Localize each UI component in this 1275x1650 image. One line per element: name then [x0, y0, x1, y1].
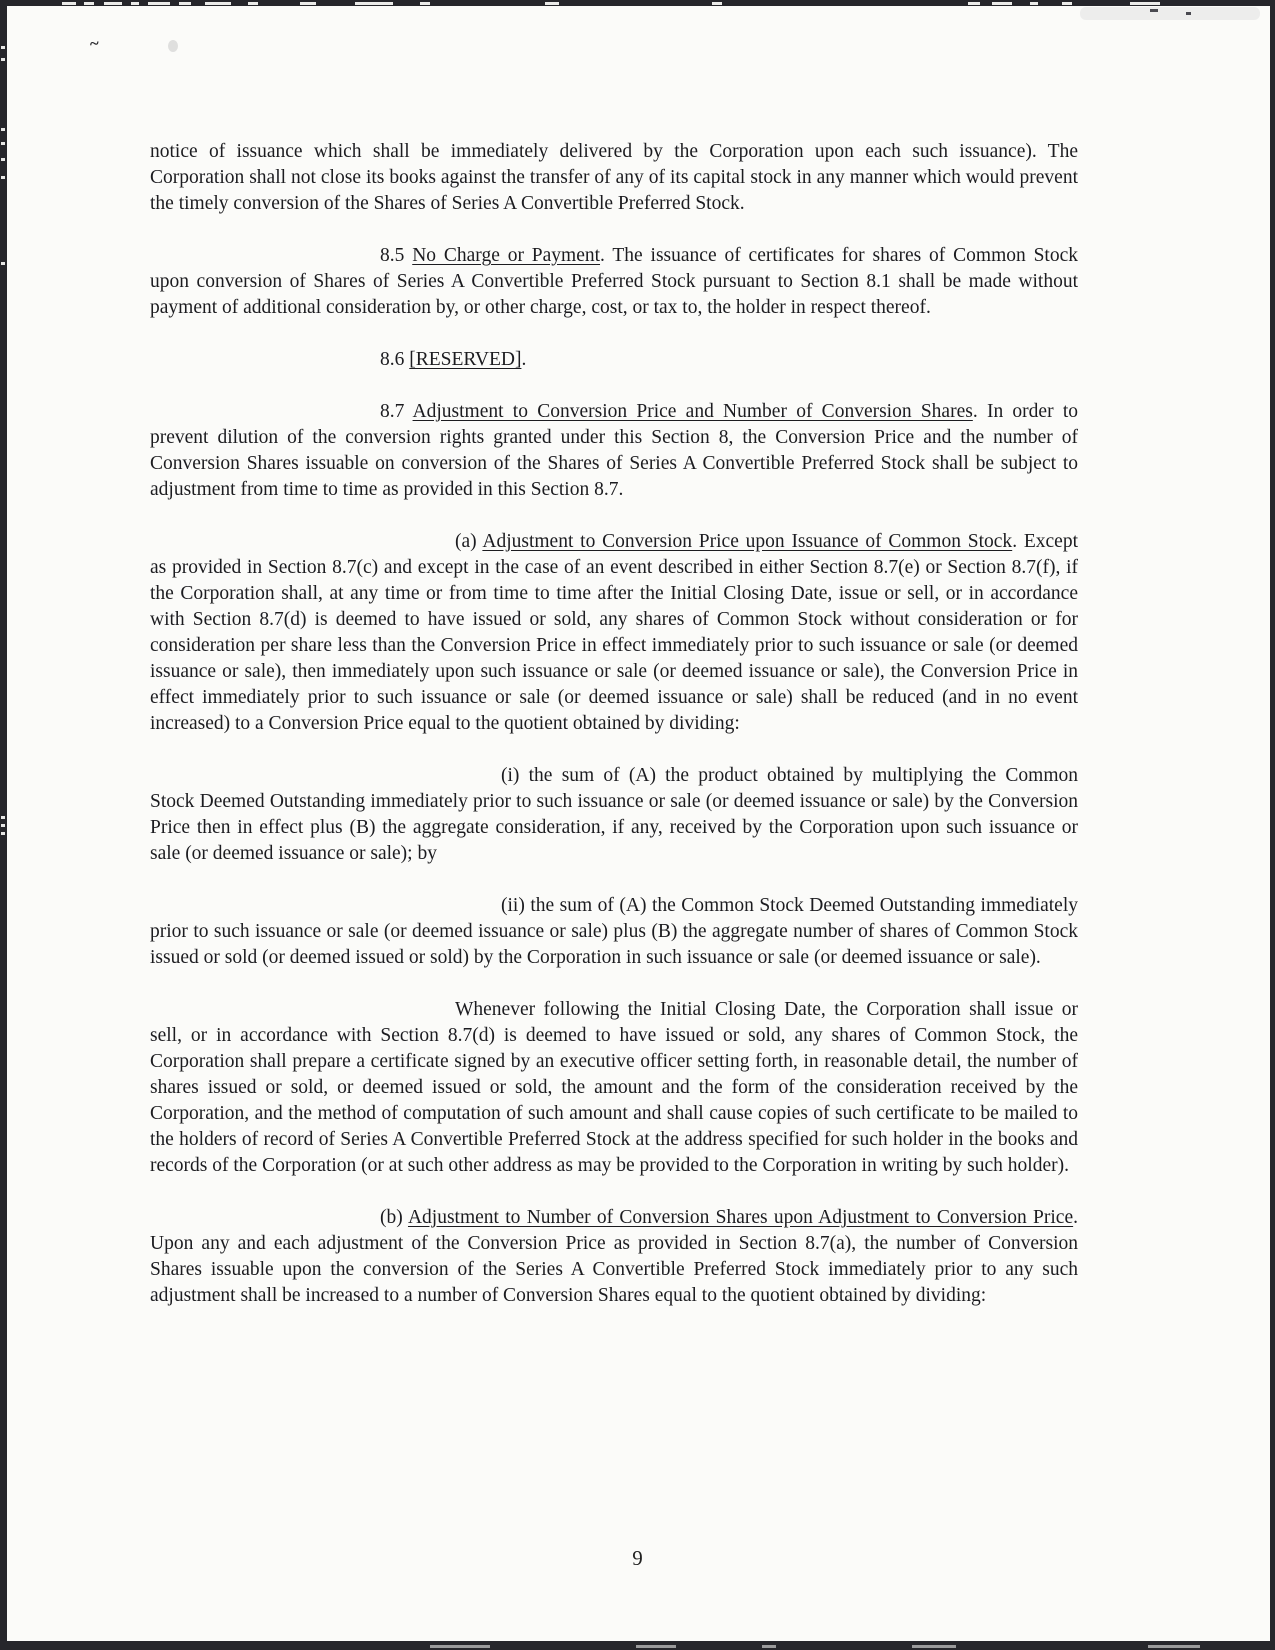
scan-noise-dash: [545, 2, 559, 5]
document-body: [150, 139, 1078, 1309]
scan-noise-tick: [1, 176, 5, 179]
section-number: 8.6: [380, 349, 405, 370]
scan-noise-tick: [1, 832, 5, 835]
clause-text: the sum of (A) the Common Stock Deemed Outstanding immediately prior to such issuance or sale (or deemed issuance or sale) plus (B) the aggregate number of shares of Common Stock issued or sold (or deemed issued or sold) by the Corporation in such issuance or sale (or deemed issuance or sale).: [150, 895, 1078, 968]
subsection-heading: Adjustment to Conversion Price upon Issuance of Common Stock: [482, 531, 1013, 552]
clause-text: the sum of (A) the product obtained by multiplying the Common Stock Deemed Outstanding immediately prior to such issuance or sale (or deemed issuance or sale) by the Conversion Price then in effect plus (B) the aggregate consideration, if any, received by the Corporation upon such issuance or sale (or deemed issuance or sale); by: [150, 765, 1078, 864]
subsection-number: (b): [380, 1207, 403, 1228]
scan-edge-right: [1270, 0, 1275, 1650]
scan-noise-dash: [968, 2, 980, 5]
paragraph-text: Whenever following the Initial Closing Date, the Corporation shall issue or sell, or in accordance with Section 8.7(d) is deemed to have issued or sold, any shares of Common Stock, the Corporation shall prepare a certificate signed by an executive officer setting forth, in reasonable detail, the number of shares issued or sold, or deemed issued or sold, the amount and the form of the consideration received by the Corporation, and the method of computation of such amount and shall cause copies of such certificate to be mailed to the holders of record of Series A Convertible Preferred Stock at the address specified for such holder in the books and records of the Corporation (or at such other address as may be provided to the Corporation in writing by such holder).: [150, 999, 1078, 1176]
section-8-5: [150, 243, 1078, 321]
scan-noise-dash: [712, 2, 722, 5]
scan-noise-tick: [1, 58, 5, 61]
section-text: . In order to prevent dilution of the conversion rights granted under this Section 8, the Conversion Price and the number of Conversion Shares issuable on conversion of the Shares of Series A Convertible Preferred Stock shall be subject to adjustment from time to time as provided in this Section 8.7.: [150, 401, 1078, 500]
section-text: .: [521, 349, 527, 370]
scan-noise-dash: [762, 1645, 776, 1648]
scan-edge-bottom: [0, 1641, 1275, 1650]
scan-dot-artifact: [168, 40, 178, 52]
scan-noise-tick: [1, 46, 5, 49]
scan-noise-dash: [84, 2, 94, 5]
scan-noise-dash: [131, 2, 139, 5]
scan-edge-left: [0, 0, 7, 1650]
subsection-heading: Adjustment to Number of Conversion Shares upon Adjustment to Conversion Price: [407, 1207, 1074, 1228]
paragraph-whenever: [150, 997, 1078, 1179]
scan-noise-dash: [148, 2, 170, 5]
scan-noise-dash: [420, 2, 430, 5]
page-number: 9: [632, 1546, 643, 1570]
clause-number: (i): [501, 765, 520, 786]
scan-noise-dash: [992, 2, 1012, 5]
section-text: . The issuance of certificates for shares of Common Stock upon conversion of Shares of Series A Convertible Preferred Stock pursuant to Section 8.1 shall be made without payment of additional consideration by, or other charge, cost, or tax to, the holder in respect thereof.: [150, 245, 1079, 318]
scan-noise-dash: [1130, 2, 1160, 5]
subsection-number: (a): [455, 531, 477, 552]
subsection-text: . Except as provided in Section 8.7(c) and except in the case of an event described in either Section 8.7(e) or Section 8.7(f), if the Corporation shall, at any time or from time to time after the Initial Closing Date, issue or sell, or in accordance with Section 8.7(d) is deemed to have issued or sold, any shares of Common Stock without consideration or for consideration per share less than the Conversion Price in effect immediately prior to such issuance or sale (or deemed issuance or sale), then immediately upon such issuance or sale (or deemed issuance or sale), the Conversion Price in effect immediately prior to such issuance or sale (or deemed issuance or sale) shall be reduced (and in no event increased) to a Conversion Price equal to the quotient obtained by dividing:: [150, 531, 1078, 734]
subsection-a: [150, 529, 1078, 737]
scan-noise-dash: [179, 2, 191, 5]
scan-noise-dash: [1062, 2, 1072, 5]
scan-smudge: [1080, 7, 1260, 20]
scan-noise-tick: [1, 128, 5, 131]
scan-noise-tick: [1, 142, 5, 145]
section-heading: Adjustment to Conversion Price and Number of Conversion Shares: [412, 401, 973, 422]
scan-noise-dash: [355, 2, 393, 5]
scan-noise-dash: [1030, 2, 1038, 5]
paragraph-continuation: [150, 139, 1078, 217]
section-number: 8.5: [380, 245, 405, 266]
scan-speck: [1186, 12, 1191, 15]
section-number: 8.7: [380, 401, 405, 422]
scan-noise-dash: [912, 1645, 956, 1648]
scan-noise-dash: [636, 1645, 676, 1648]
scan-edge-top: [0, 0, 1275, 6]
scan-noise-dash: [205, 2, 231, 5]
clause-i: [150, 763, 1078, 867]
scan-speck: [1150, 9, 1158, 12]
scan-noise-dash: [1148, 1645, 1200, 1648]
pen-mark-artifact: ~: [88, 33, 99, 54]
scan-noise-dash: [430, 1645, 490, 1648]
scan-noise-dash: [104, 2, 122, 5]
scan-noise-tick: [1, 158, 5, 161]
clause-ii: [150, 893, 1078, 971]
scan-noise-dash: [300, 2, 316, 5]
subsection-b: [150, 1205, 1078, 1309]
clause-number: (ii): [501, 895, 525, 916]
scan-noise-dash: [62, 2, 76, 5]
scan-noise-tick: [1, 262, 5, 265]
section-8-7: [150, 399, 1078, 503]
section-8-6: [150, 347, 1078, 373]
subsection-text: . Upon any and each adjustment of the Conversion Price as provided in Section 8.7(a), the number of Conversion Shares issuable upon the conversion of the Series A Convertible Preferred Stock immediately prior to any such adjustment shall be increased to a number of Conversion Shares equal to the quotient obtained by dividing:: [150, 1207, 1078, 1306]
scan-noise-tick: [1, 824, 5, 827]
scan-noise-tick: [1, 816, 5, 819]
scan-noise-dash: [248, 2, 258, 5]
paragraph-text: notice of issuance which shall be immediately delivered by the Corporation upon each such issuance). The Corporation shall not close its books against the transfer of any of its capital stock in any manner which would prevent the timely conversion of the Shares of Series A Convertible Preferred Stock.: [150, 141, 1078, 214]
section-heading: No Charge or Payment: [412, 245, 601, 266]
section-heading: [RESERVED]: [409, 349, 522, 370]
